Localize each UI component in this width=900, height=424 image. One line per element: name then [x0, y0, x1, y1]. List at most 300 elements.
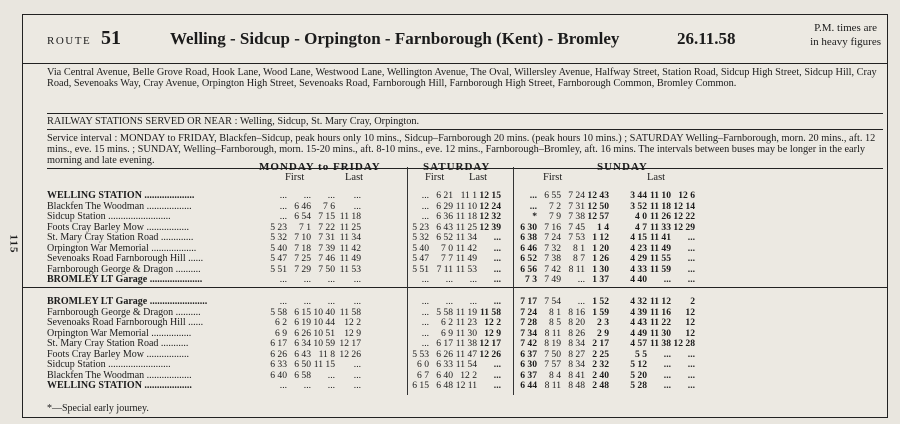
pm-note: P.M. times are in heavy figures [810, 22, 881, 48]
time-cell: 4 43 [630, 317, 647, 328]
time-cell: * [532, 211, 537, 222]
time-cell: ... [469, 274, 477, 285]
time-cell: ... [279, 211, 287, 222]
stop-name: Foots Cray Barley Mow ................. [47, 221, 189, 233]
time-cell: 7 42 [544, 263, 561, 275]
time-cell: 12 15 [479, 190, 501, 201]
time-cell: 6 15 [412, 380, 429, 391]
group-mon-fri: MONDAY to FRIDAY [259, 161, 381, 173]
stop-name: Sevenoaks Road Farnborough Hill ...... [47, 317, 204, 328]
last-label: Last [345, 172, 364, 183]
time-cell: 11 25 [455, 221, 477, 233]
time-cell: 6 2 [275, 317, 287, 328]
time-cell: 3 44 [630, 190, 647, 201]
time-cell: 11 58 [479, 306, 501, 318]
time-cell: 12 50 [587, 200, 609, 212]
time-cell: ... [663, 359, 671, 370]
first-label: First [425, 172, 445, 183]
time-cell: 11 54 [455, 359, 477, 370]
time-cell: 1 26 [592, 253, 609, 264]
time-cell: 11 30 [649, 327, 671, 339]
time-cell: 6 30 [520, 359, 537, 370]
time-cell: 2 48 [592, 380, 609, 391]
time-cell: 7 53 [568, 232, 585, 243]
time-cell: ... [687, 380, 695, 391]
time-column [623, 297, 647, 392]
time-cell: 12 22 [673, 211, 695, 222]
time-cell: 8 1 [549, 306, 561, 318]
time-cell: 1 12 [592, 232, 609, 243]
time-cell: ... [687, 253, 695, 264]
time-cell: 5 47 [270, 253, 287, 264]
inbound-times [263, 297, 873, 393]
time-cell: 6 33 [436, 359, 453, 370]
time-cell: 7 57 [544, 359, 561, 370]
time-cell: 11 18 [455, 211, 477, 222]
time-cell: 1 4 [597, 221, 609, 233]
time-cell: ... [353, 369, 361, 381]
time-cell: ... [327, 274, 335, 285]
time-cell: 11 1 [460, 190, 477, 201]
time-cell: 11 59 [649, 263, 671, 275]
time-cell: 11 49 [339, 253, 361, 264]
time-cell: 12 26 [479, 348, 501, 360]
time-cell: 6 26 [270, 348, 287, 360]
via-text: Via Central Avenue, Belle Grove Road, Hook Lane, Wood Lane, Westwood Lane, Wellington Avenue, The Oval, Willersley Avenue, Halfway Street, Station Road, Sidcup High Street, Sidcup Hill, Cray Road, Sevenoaks Way, Cray Avenue, Orpington High Street, Sevenoaks Road, Farnborough Hill, Farnborough High Street, Farnborough Common, Bromley Common. [47, 67, 877, 89]
time-cell: ... [687, 369, 695, 381]
time-cell: 10 51 [313, 327, 335, 339]
time-cell: 8 7 [573, 253, 585, 264]
railway-stations: RAILWAY STATIONS SERVED OR NEAR : Welling, Sidcup, St. Mary Cray, Orpington. [47, 113, 883, 130]
time-cell: ... [577, 296, 585, 307]
time-cell: 5 5 [635, 348, 647, 360]
time-column [513, 191, 537, 286]
time-cell: ... [687, 232, 695, 243]
time-cell: 11 10 [455, 200, 477, 212]
time-column [287, 191, 311, 286]
time-cell: 7 11 [436, 263, 453, 275]
time-column [647, 297, 671, 392]
time-cell: 5 32 [270, 232, 287, 243]
time-cell: 8 11 [568, 263, 585, 275]
time-cell: 12 43 [587, 190, 609, 201]
route-date: 26.11.58 [677, 29, 736, 48]
time-cell: 6 21 [436, 190, 453, 201]
time-cell: ... [445, 296, 453, 307]
time-cell: 4 33 [630, 263, 647, 275]
time-cell: 6 48 [436, 380, 453, 391]
time-cell: ... [493, 242, 501, 254]
time-cell: 11 41 [649, 232, 671, 243]
time-cell: 7 24 [568, 190, 585, 201]
time-cell: 12 14 [673, 200, 695, 212]
time-cell: 12 28 [673, 338, 695, 349]
time-column [623, 191, 647, 286]
time-cell: 11 22 [649, 317, 671, 328]
time-cell: ... [421, 190, 429, 201]
time-column [671, 191, 695, 286]
time-cell: ... [353, 380, 361, 391]
time-cell: 5 20 [630, 369, 647, 381]
time-cell: 12 17 [339, 338, 361, 349]
time-cell: ... [421, 274, 429, 285]
time-cell: ... [279, 190, 287, 201]
time-cell: 6 43 [294, 348, 311, 360]
time-column [537, 191, 561, 286]
section-divider [23, 287, 887, 288]
time-cell: 4 23 [630, 242, 647, 254]
time-column [671, 297, 695, 392]
time-cell: 6 54 [294, 211, 311, 222]
time-cell: 2 32 [592, 359, 609, 370]
first-label: First [543, 172, 563, 183]
time-cell: 8 4 [549, 369, 561, 381]
time-cell: 6 52 [436, 232, 453, 243]
time-cell: 2 9 [597, 327, 609, 339]
time-cell: 6 17 [436, 338, 453, 349]
time-cell: 6 33 [270, 359, 287, 370]
route-header [23, 15, 887, 64]
time-cell: ... [529, 190, 537, 201]
time-column [337, 191, 361, 286]
time-cell: 6 37 [520, 348, 537, 360]
time-cell: 2 25 [592, 348, 609, 360]
time-cell: ... [493, 359, 501, 370]
column-rule [407, 167, 408, 395]
time-cell: 8 16 [568, 306, 585, 318]
time-cell: 5 40 [412, 242, 429, 254]
outbound-stop-list [47, 191, 203, 286]
time-cell: 6 44 [520, 380, 537, 391]
time-cell: 4 32 [630, 296, 647, 307]
time-column [337, 297, 361, 392]
time-cell: 7 50 [318, 263, 335, 275]
time-cell: 11 38 [455, 338, 477, 349]
time-cell: 12 57 [587, 211, 609, 222]
time-cell: 5 23 [412, 221, 429, 233]
time-cell: 8 1 [573, 242, 585, 254]
time-cell: 5 23 [270, 221, 287, 233]
time-cell: 6 26 [436, 348, 453, 360]
time-cell: 7 28 [520, 317, 537, 328]
time-cell: 7 54 [544, 296, 561, 307]
time-cell: ... [445, 274, 453, 285]
time-cell: 7 6 [323, 200, 335, 212]
time-cell: ... [663, 274, 671, 285]
time-cell: 7 25 [294, 253, 311, 264]
stop-name: Farnborough George & Dragon .......... [47, 306, 201, 318]
time-cell: 11 34 [339, 232, 361, 243]
time-cell: 2 17 [592, 338, 609, 349]
time-cell: ... [663, 369, 671, 381]
time-cell: 12 [685, 317, 695, 328]
time-cell: 7 3 [525, 274, 537, 285]
time-cell: 11 53 [455, 263, 477, 275]
time-cell: 4 15 [630, 232, 647, 243]
time-cell: 12 9 [344, 327, 361, 339]
time-cell: 6 43 [436, 221, 453, 233]
time-cell: ... [687, 263, 695, 275]
time-cell: ... [303, 190, 311, 201]
time-cell: 7 31 [568, 200, 585, 212]
time-cell: ... [421, 327, 429, 339]
time-column [585, 191, 609, 286]
time-cell: ... [303, 274, 311, 285]
time-cell: ... [303, 296, 311, 307]
time-cell: ... [421, 200, 429, 212]
stop-name: Sidcup Station ......................... [47, 211, 171, 222]
time-cell: 8 5 [549, 317, 561, 328]
time-cell: ... [493, 369, 501, 381]
time-cell: 5 58 [270, 306, 287, 318]
time-cell: 11 49 [455, 253, 477, 264]
time-cell: 11 42 [339, 242, 361, 254]
time-cell: 11 16 [649, 306, 671, 318]
time-column [477, 191, 501, 286]
time-cell: 2 40 [592, 369, 609, 381]
time-cell: ... [421, 306, 429, 318]
time-cell: 7 29 [294, 263, 311, 275]
time-column [429, 191, 453, 286]
time-cell: 7 15 [318, 211, 335, 222]
time-cell: ... [529, 200, 537, 212]
time-column [311, 297, 335, 392]
time-cell: 6 36 [436, 211, 453, 222]
time-cell: 6 30 [520, 221, 537, 233]
time-cell: 11 19 [455, 306, 477, 318]
time-cell: ... [327, 296, 335, 307]
timetable-page [22, 14, 888, 418]
stop-name: Orpington War Memorial .................. [47, 242, 197, 254]
time-cell: ... [279, 274, 287, 285]
time-cell: 6 40 [436, 369, 453, 381]
time-column [287, 297, 311, 392]
time-cell: 5 51 [270, 263, 287, 275]
time-cell: 11 23 [455, 317, 477, 328]
time-cell: 5 32 [412, 232, 429, 243]
time-cell: 8 34 [568, 338, 585, 349]
time-cell: 6 19 [294, 317, 311, 328]
time-cell: 8 20 [568, 317, 585, 328]
time-cell: 6 46 [294, 200, 311, 212]
group-sunday: SUNDAY [597, 161, 648, 173]
time-cell: 7 1 [299, 221, 311, 233]
time-cell: 6 0 [417, 359, 429, 370]
time-cell: 7 24 [544, 232, 561, 243]
time-cell: 6 37 [520, 369, 537, 381]
time-cell: 5 53 [412, 348, 429, 360]
time-cell: 12 2 [344, 317, 361, 328]
time-column [513, 297, 537, 392]
time-cell: 7 17 [520, 296, 537, 307]
last-label: Last [469, 172, 488, 183]
time-column [477, 297, 501, 392]
time-cell: ... [663, 380, 671, 391]
time-cell: 12 39 [479, 221, 501, 233]
time-cell: 11 34 [455, 232, 477, 243]
time-cell: ... [421, 338, 429, 349]
stop-name: Blackfen The Woodman .................. [47, 200, 192, 212]
time-cell: 6 50 [294, 359, 311, 370]
time-cell: ... [353, 190, 361, 201]
time-cell: 6 34 [294, 338, 311, 349]
time-cell: 7 10 [294, 232, 311, 243]
time-cell: 8 11 [544, 380, 561, 391]
time-cell: 7 38 [544, 253, 561, 264]
time-cell: 7 32 [544, 242, 561, 254]
last-label: Last [647, 172, 666, 183]
time-column [311, 191, 335, 286]
time-cell: 10 59 [313, 338, 335, 349]
time-cell: ... [663, 348, 671, 360]
time-cell: 1 20 [592, 242, 609, 254]
stop-name: Farnborough George & Dragon .......... [47, 263, 201, 275]
time-cell: ... [327, 380, 335, 391]
time-cell: ... [279, 296, 287, 307]
time-cell: 12 [685, 306, 695, 318]
time-cell: ... [279, 200, 287, 212]
outbound-times [263, 191, 873, 287]
time-cell: 6 56 [520, 263, 537, 275]
time-cell: 7 22 [318, 221, 335, 233]
time-cell: 7 50 [544, 348, 561, 360]
time-cell: 11 47 [455, 348, 477, 360]
time-cell: 11 18 [649, 200, 671, 212]
time-cell: 8 34 [568, 359, 585, 370]
time-cell: ... [687, 274, 695, 285]
time-cell: 12 2 [460, 369, 477, 381]
page-number: 115 [7, 234, 20, 254]
time-cell: 12 9 [484, 327, 501, 339]
time-cell: 7 42 [520, 338, 537, 349]
time-cell: 6 52 [520, 253, 537, 264]
time-cell: 7 7 [441, 253, 453, 264]
time-cell: 6 15 [294, 306, 311, 318]
time-cell: 12 26 [339, 348, 361, 360]
time-cell: 3 52 [630, 200, 647, 212]
time-cell: 8 19 [544, 338, 561, 349]
time-cell: 1 52 [592, 296, 609, 307]
stop-name: Foots Cray Barley Mow ................. [47, 348, 189, 360]
column-rule [513, 167, 514, 395]
time-cell: 7 9 [549, 211, 561, 222]
time-cell: 7 2 [549, 200, 561, 212]
time-cell: 4 7 [635, 221, 647, 233]
time-cell: 7 18 [294, 242, 311, 254]
time-cell: 6 40 [270, 369, 287, 381]
time-cell: 6 46 [520, 242, 537, 254]
time-cell: 6 17 [270, 338, 287, 349]
time-cell: ... [353, 296, 361, 307]
time-cell: 12 17 [479, 338, 501, 349]
time-cell: 6 9 [275, 327, 287, 339]
time-cell: 11 42 [455, 242, 477, 254]
time-cell: 11 33 [649, 221, 671, 233]
time-cell: 11 18 [339, 211, 361, 222]
first-label: First [285, 172, 305, 183]
time-cell: 1 59 [592, 306, 609, 318]
time-cell: 11 26 [649, 211, 671, 222]
time-cell: 11 25 [339, 221, 361, 233]
time-column [405, 297, 429, 392]
time-column [453, 191, 477, 286]
time-cell: 7 38 [568, 211, 585, 222]
stop-name: Blackfen The Woodman .................. [47, 369, 192, 381]
time-cell: 4 29 [630, 253, 647, 264]
time-column [585, 297, 609, 392]
time-cell: 5 51 [412, 263, 429, 275]
time-cell: 7 0 [441, 242, 453, 254]
time-column [429, 297, 453, 392]
time-cell: 7 31 [318, 232, 335, 243]
time-column [405, 191, 429, 286]
stop-name: BROMLEY LT Garage ..................... [47, 274, 203, 285]
time-cell: 8 26 [568, 327, 585, 339]
time-cell: 4 57 [630, 338, 647, 349]
time-cell: ... [687, 242, 695, 254]
time-column [263, 297, 287, 392]
time-cell: 12 32 [479, 211, 501, 222]
time-cell: 11 15 [313, 359, 335, 370]
time-cell: 5 40 [270, 242, 287, 254]
time-cell: 11 38 [649, 338, 671, 349]
time-cell: 12 2 [484, 317, 501, 328]
time-cell: ... [279, 380, 287, 391]
time-cell: ... [493, 232, 501, 243]
time-cell: ... [421, 211, 429, 222]
time-cell: 12 29 [673, 221, 695, 233]
time-column [453, 297, 477, 392]
stop-name: St. Mary Cray Station Road ........... [47, 338, 189, 349]
time-cell: 6 26 [294, 327, 311, 339]
time-column [263, 191, 287, 286]
time-cell: 2 3 [597, 317, 609, 328]
time-cell: 11 49 [649, 242, 671, 254]
time-cell: 11 10 [649, 190, 671, 201]
time-cell: ... [493, 253, 501, 264]
time-column [537, 297, 561, 392]
group-saturday: SATURDAY [423, 161, 491, 173]
time-cell: ... [687, 359, 695, 370]
time-cell: ... [327, 190, 335, 201]
time-cell: ... [577, 274, 585, 285]
time-cell: 4 39 [630, 306, 647, 318]
time-cell: 11 53 [339, 263, 361, 275]
time-cell: 11 30 [455, 327, 477, 339]
stop-name: WELLING STATION ................... [47, 380, 192, 391]
time-cell: ... [493, 274, 501, 285]
time-cell: 7 39 [318, 242, 335, 254]
time-cell: 6 7 [417, 369, 429, 381]
time-cell: 11 58 [339, 306, 361, 318]
time-cell: ... [353, 200, 361, 212]
time-cell: 6 58 [294, 369, 311, 381]
time-cell: 7 16 [544, 221, 561, 233]
service-interval: Service interval : MONDAY to FRIDAY, Blackfen–Sidcup, peak hours only 10 mins., Sidcup–Farnborough 20 mins. (peak hours 10 mins.) ; SATURDAY Welling–Farnborough, morn. 20 mins., aft. 12 mins., eve. 15 mins. ; SUNDAY, Welling–Farnborough, morn. 15-20 mins., aft. 8-10 mins., eve. 12 mins., Farnborough–Bromley, aft. 16 mins. The intervals between buses may be longer in the early morning and late evening. [47, 133, 883, 169]
time-cell: 11 8 [318, 348, 335, 360]
time-cell: 7 34 [520, 327, 537, 339]
time-cell: 4 40 [630, 274, 647, 285]
stop-name: Sidcup Station ......................... [47, 359, 171, 370]
time-cell: ... [493, 380, 501, 391]
time-cell: 8 41 [568, 369, 585, 381]
time-cell: 1 30 [592, 263, 609, 275]
time-cell: ... [353, 359, 361, 370]
time-column [561, 297, 585, 392]
time-cell: 1 37 [592, 274, 609, 285]
time-cell: 11 12 [649, 296, 671, 307]
time-cell: 6 2 [441, 317, 453, 328]
